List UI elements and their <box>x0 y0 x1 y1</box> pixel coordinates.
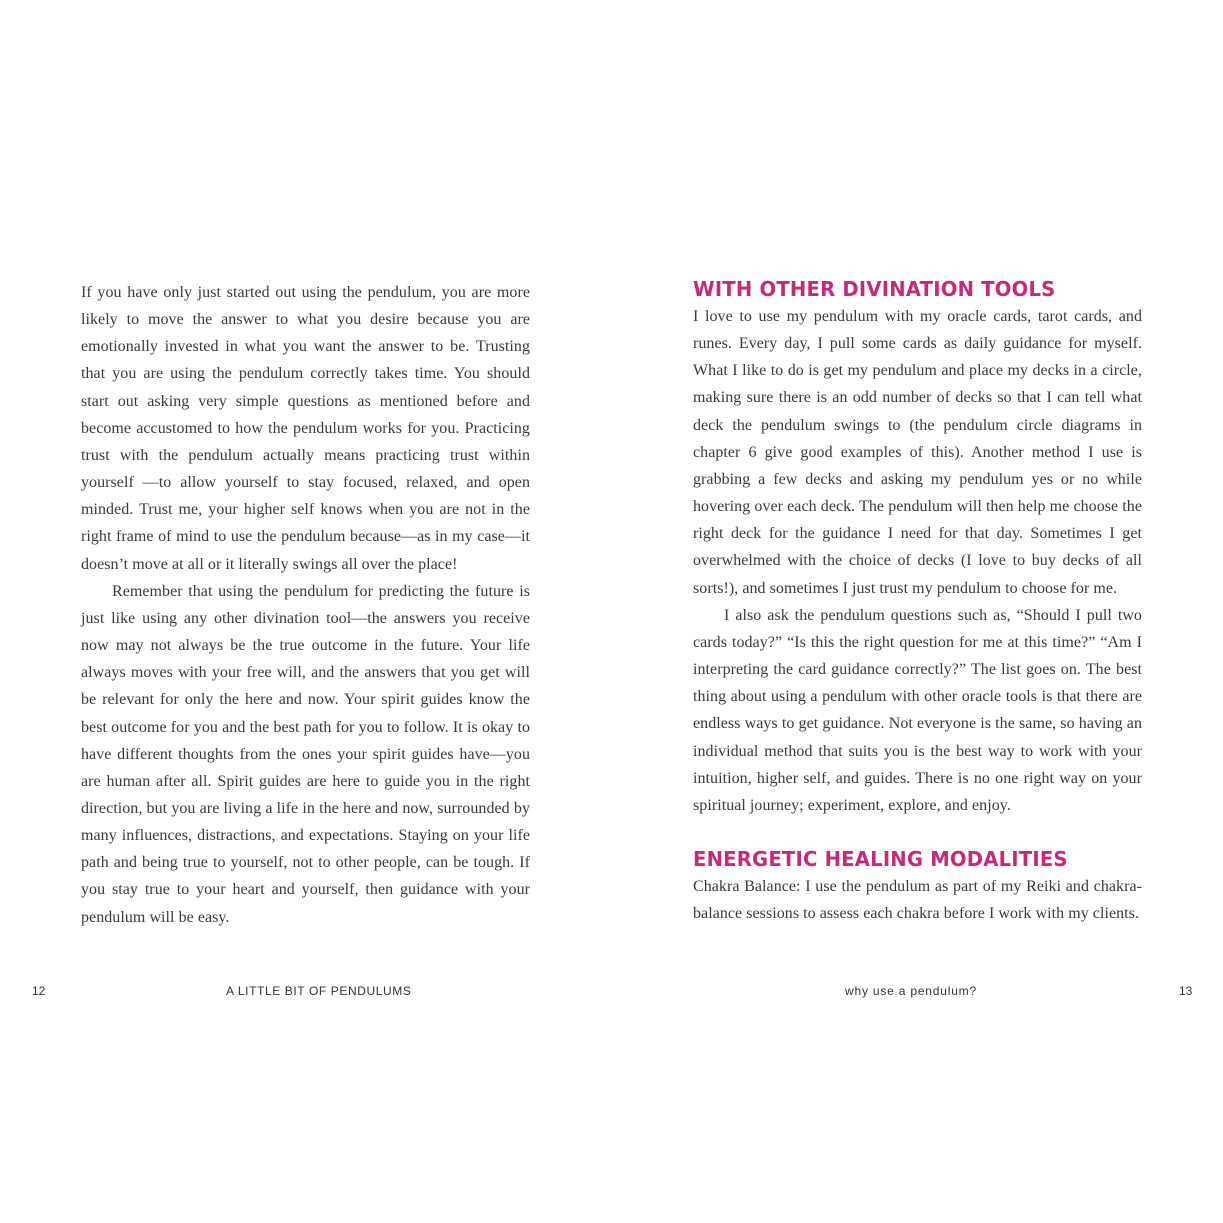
left-page <box>0 0 611 1223</box>
body-paragraph: If you have only just started out using the pendulum, you are more likely to move the answer to what you desire because you are emotionally invested in what you want the answer to be. Trusting that you are using the pendulum correctly takes time. You should start out asking very simple questions as mentioned before and become accustomed to how the pendulum works for you. Practicing trust with the pendulum actually means practicing trust within yourself —to allow yourself to stay focused, relaxed, and open minded. Trust me, your higher self knows when you are not in the right frame of mind to use the pendulum because—as in my case—it doesn’t move at all or it literally swings all over the place! <box>81 284 530 573</box>
body-paragraph: Remember that using the pendulum for predicting the future is just like using any other divination tool—the answers you receive now may not always be the true outcome in the future. Your life always moves with your free will, and the answers that you get will be relevant for only the here and now. Your spirit guides know the best outcome for you and the best path for you to follow. It is okay to have different thoughts from the ones your spirit guides have—you are human after all. Spirit guides are here to guide you in the right direction, but you are living a life in the here and now, surrounded by many influences, distractions, and expectations. Staying on your life path and being true to yourself, not to other people, can be tough. If you stay true to your heart and yourself, then guidance with your pendulum will be easy. <box>81 582 530 926</box>
left-page-body <box>81 279 530 931</box>
body-paragraph: I love to use my pendulum with my oracle cards, tarot cards, and runes. Every day, I pull some cards as daily guidance for myself. What I like to do is get my pendulum and place my decks in a circle, making sure there is an odd number of decks so that I can tell what deck the pendulum swings to (the pendulum circle diagrams in chapter 6 give good examples of this). Another method I use is grabbing a few decks and asking my pendulum yes or no while hovering over each deck. The pendulum will then help me choose the right deck for the guidance I need for that day. Sometimes I get overwhelmed with the choice of decks (I love to buy decks of all sorts!), and sometimes I just trust my pendulum to choose for me. <box>693 308 1142 597</box>
body-paragraph: Chakra Balance: I use the pendulum as part of my Reiki and chakra-balance sessions to assess each chakra before I work with my clients. <box>693 877 1142 923</box>
section-heading-divination-tools: WITH OTHER DIVINATION TOOLS <box>693 277 1056 301</box>
running-head-left: A LITTLE BIT OF PENDULUMS <box>226 984 412 998</box>
page-number-left: 12 <box>32 984 46 998</box>
right-page <box>611 0 1223 1223</box>
body-paragraph: I also ask the pendulum questions such as, “Should I pull two cards today?” “Is this the right question for me at this time?” “Am I interpreting the card guidance correctly?” The list goes on. The best thing about using a pendulum with other oracle tools is that there are endless ways to get guidance. Not everyone is the same, so having an individual method that suits you is the best way to work with your intuition, higher self, and guides. There is no one right way on your spiritual journey; experiment, explore, and enjoy. <box>693 606 1142 814</box>
running-head-right: why use a pendulum? <box>845 984 977 998</box>
section-spacer <box>693 819 1142 846</box>
page-number-right: 13 <box>1179 984 1193 998</box>
right-page-body <box>693 276 1142 927</box>
section-heading-energetic-healing: ENERGETIC HEALING MODALITIES <box>693 846 1068 871</box>
